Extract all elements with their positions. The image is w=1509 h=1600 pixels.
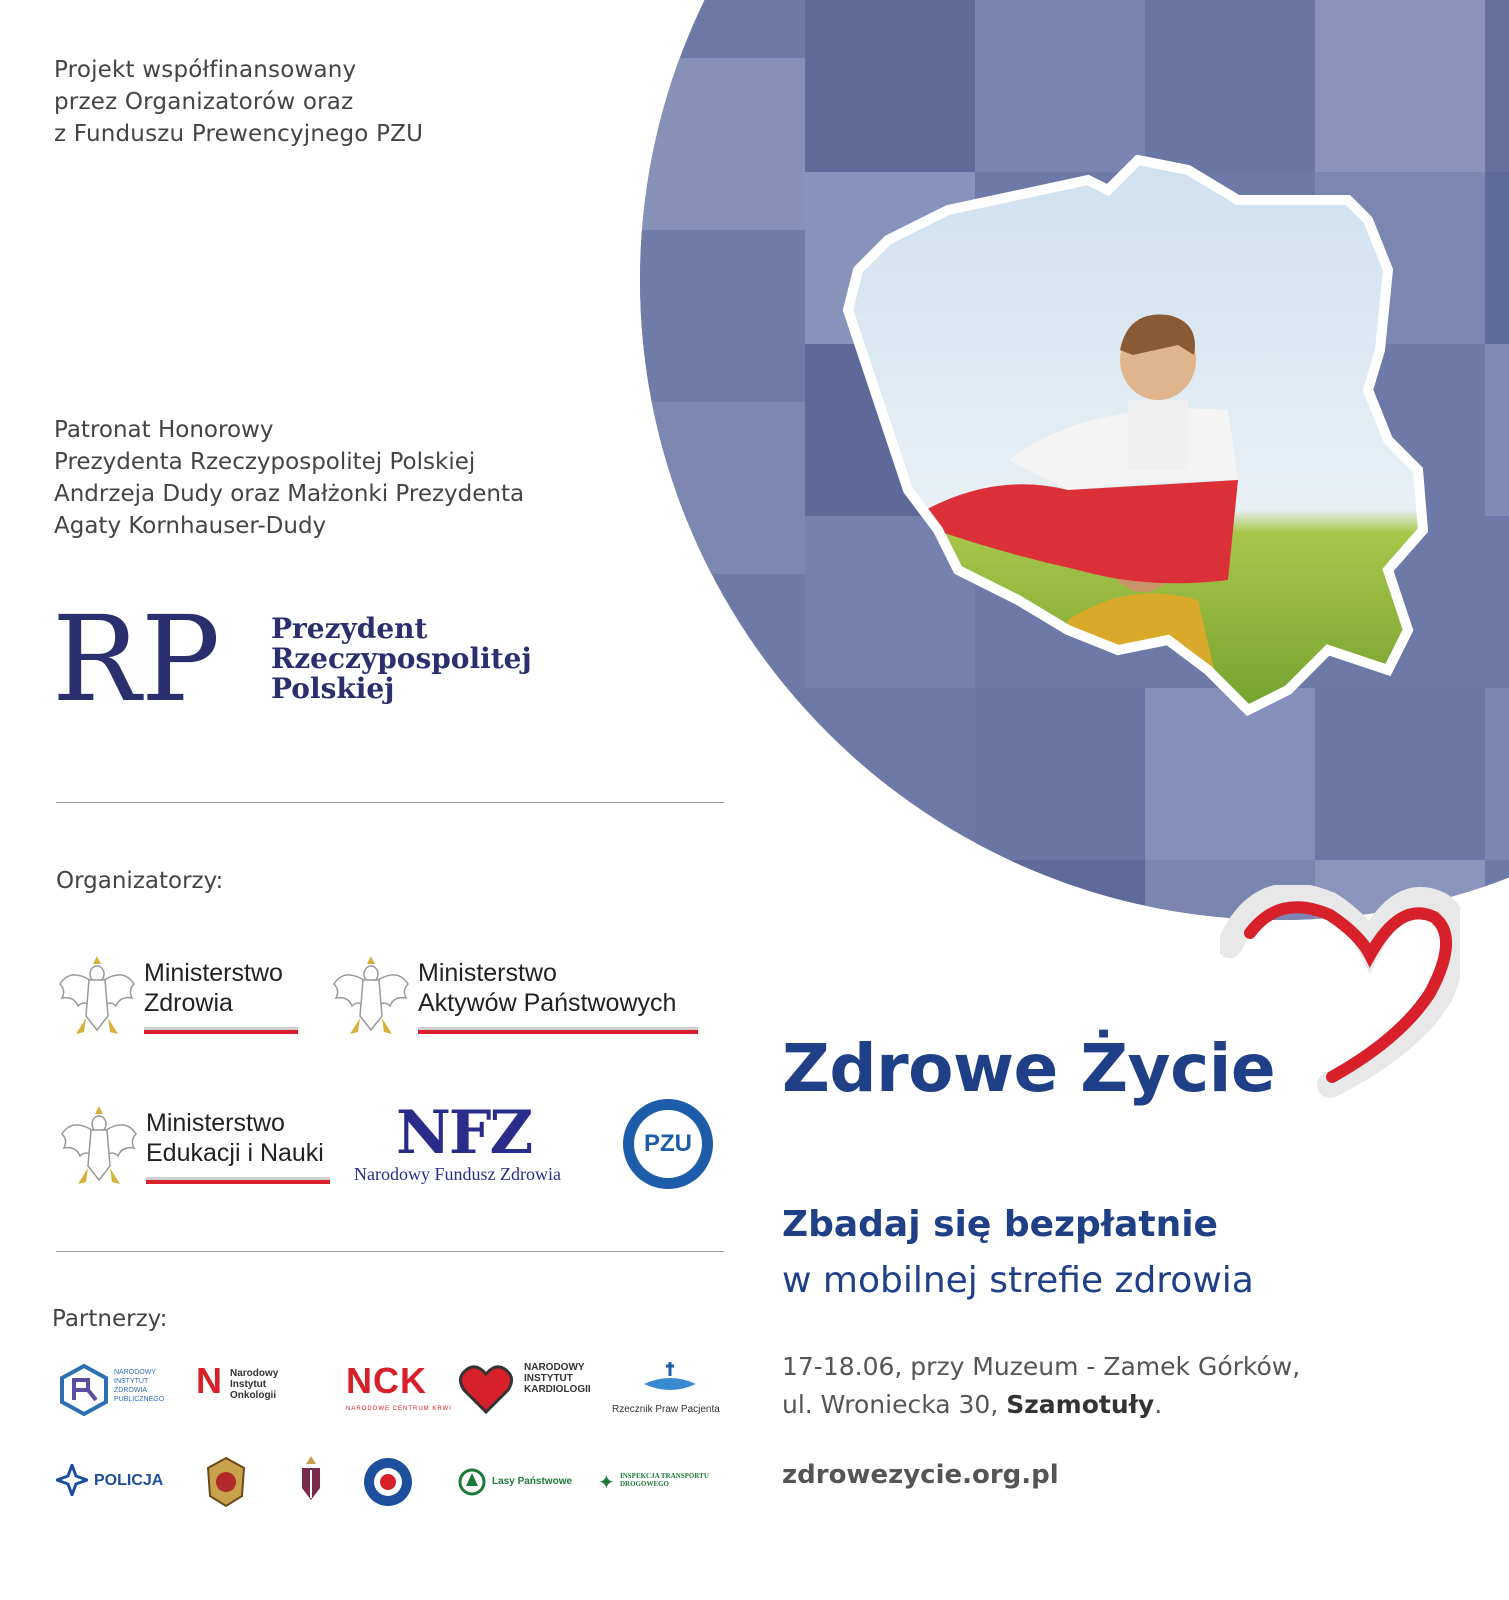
policja-name: POLICJA: [94, 1472, 164, 1489]
ministry-health-logo: [56, 950, 306, 1050]
onkologii-name: Narodowy Instytut Onkologii: [230, 1368, 279, 1401]
ministry-name-line: Zdrowia: [144, 989, 233, 1017]
flag-bar: [144, 1027, 298, 1034]
ministry-name-line: Ministerstwo: [418, 959, 557, 987]
ministry-name-line: Ministerstwo: [146, 1109, 285, 1137]
eagle-emblem-icon: [58, 1100, 140, 1192]
website-link[interactable]: zdrowezycie.org.pl: [782, 1460, 1059, 1490]
partner-itd-logo: [598, 1470, 728, 1498]
sanitary-inspection-emblem-icon: [362, 1456, 414, 1508]
nfz-logo: [352, 1098, 592, 1188]
nfz-mark: NFZ: [396, 1098, 532, 1168]
fire-service-emblem-icon: [204, 1456, 248, 1508]
honorary-patronage: [54, 414, 524, 542]
partner-onkologii-logo: [196, 1360, 306, 1420]
eagle-emblem-icon: [330, 950, 412, 1042]
pzu-logo: [623, 1099, 713, 1189]
itd-name: INSPEKCJA TRANSPORTU DROGOWEGO: [620, 1472, 709, 1488]
organizers-label: Organizatorzy:: [56, 868, 224, 894]
campaign-subtitle: Zbadaj się bezpłatnie: [782, 1204, 1218, 1245]
poland-map-photo: [828, 150, 1428, 730]
ministry-name-line: Edukacji i Nauki: [146, 1139, 324, 1167]
partner-policja-logo: [56, 1464, 166, 1500]
pzh-hexagon-icon: [58, 1364, 110, 1416]
divider: [56, 1251, 724, 1252]
nck-mark: NCK: [346, 1360, 427, 1401]
partner-lasy-logo: [458, 1468, 588, 1498]
partner-nck-logo: [344, 1360, 452, 1418]
funding-note: [54, 54, 423, 150]
patronage-line: Prezydenta Rzeczypospolitej Polskiej: [54, 449, 476, 475]
itd-eagle-icon: ✦: [598, 1472, 615, 1494]
police-star-icon: [56, 1464, 88, 1496]
address-line: 17-18.06, przy Muzeum - Zamek Górków,: [782, 1352, 1301, 1381]
partner-kardiologii-logo: [458, 1360, 598, 1422]
funding-line: przez Organizatorów oraz: [54, 89, 354, 115]
funding-line: z Funduszu Prewencyjnego PZU: [54, 121, 424, 147]
flag-bar: [146, 1177, 330, 1184]
ministry-name-line: Aktywów Państwowych: [418, 989, 677, 1017]
lasy-tree-icon: [458, 1468, 486, 1496]
ministry-assets-logo: [330, 950, 710, 1050]
rp-logo-line: Polskiej: [271, 672, 395, 705]
pzu-mark: PZU: [644, 1130, 692, 1157]
address-line: ul. Wroniecka 30, Szamotuły.: [782, 1390, 1163, 1419]
city-name: Szamotuły: [1006, 1390, 1155, 1419]
heart-icon: [458, 1364, 514, 1416]
divider: [56, 802, 724, 803]
nck-sub: NARODOWE CENTRUM KRWI: [346, 1406, 452, 1412]
patronage-line: Andrzeja Dudy oraz Małżonki Prezydenta: [54, 481, 525, 507]
onkologii-n-icon: N: [196, 1360, 222, 1401]
ministry-name-line: Ministerstwo: [144, 959, 283, 987]
patronage-line: Agaty Kornhauser-Dudy: [54, 513, 327, 539]
event-address: [782, 1348, 1300, 1424]
pzh-name: NARODOWY INSTYTUT ZDROWIA PUBLICZNEGO: [114, 1369, 165, 1403]
rp-logo-line: Rzeczypospolitej: [271, 642, 532, 675]
partner-pzh-logo: [58, 1364, 178, 1422]
nfz-name: Narodowy Fundusz Zdrowia: [354, 1164, 561, 1184]
partner-rpp-logo: [612, 1360, 728, 1420]
rp-logo-mark: [52, 600, 232, 730]
campaign-title: Zdrowe Życie: [782, 1030, 1276, 1107]
rp-logo-text: [271, 614, 532, 704]
rpp-emblem-icon: [640, 1360, 700, 1396]
eagle-emblem-icon: [56, 950, 138, 1042]
patronage-line: Patronat Honorowy: [54, 417, 274, 443]
military-medical-emblem-icon: [296, 1454, 326, 1510]
funding-line: Projekt współfinansowany: [54, 57, 357, 83]
rpp-name: Rzecznik Praw Pacjenta: [612, 1404, 720, 1415]
kardiologii-name: NARODOWY INSTYTUT KARDIOLOGII: [524, 1362, 591, 1395]
partners-label: Partnerzy:: [52, 1306, 168, 1332]
rp-logo-line: Prezydent: [271, 612, 428, 645]
rp-logo-letters: RP: [52, 600, 221, 728]
lasy-name: Lasy Państwowe: [492, 1476, 573, 1487]
flag-bar: [418, 1027, 698, 1034]
ministry-education-logo: [58, 1100, 338, 1200]
campaign-subtitle-2: w mobilnej strefie zdrowia: [782, 1260, 1254, 1301]
